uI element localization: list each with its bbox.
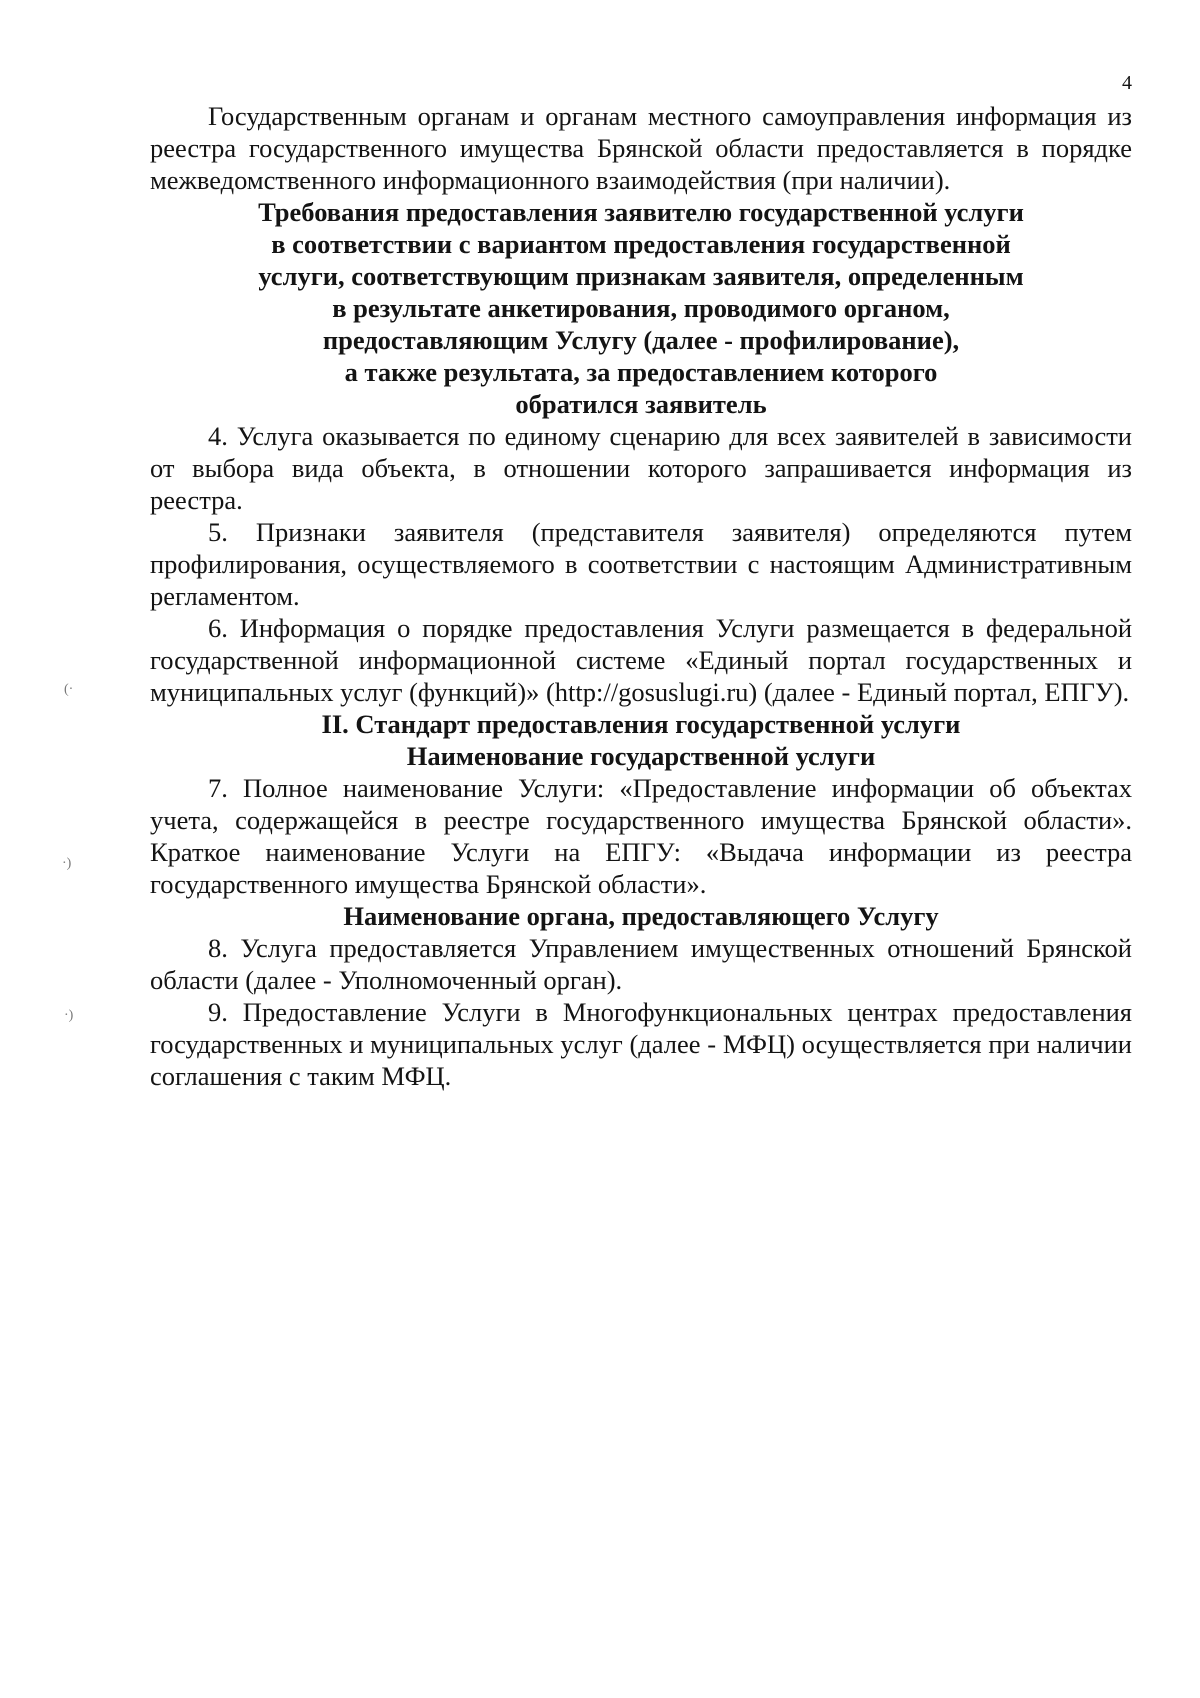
paragraph-9: 9. Предоставление Услуги в Многофункциональных центрах предоставления государственных и муниципальных услуг (далее - МФЦ) осуществляется при наличии соглашения с таким МФЦ. <box>150 997 1132 1091</box>
margin-scan-mark: (· <box>64 682 74 697</box>
heading-line: в соответствии с вариантом предоставления государственной <box>271 229 1011 259</box>
section-heading: II. Стандарт предоставления государственной услуги <box>321 709 961 739</box>
margin-scan-mark: ·) <box>62 856 72 871</box>
heading-line: обратился заявитель <box>515 389 767 419</box>
document-body <box>150 100 1132 1092</box>
paragraph-5: 5. Признаки заявителя (представителя заявителя) определяются путем профилирования, осуществляемого в соответствии с настоящим Административным регламентом. <box>150 517 1132 611</box>
heading-line: в результате анкетирования, проводимого органом, <box>332 293 950 323</box>
heading-line: а также результата, за предоставлением которого <box>344 357 938 387</box>
service-name-heading: Наименование государственной услуги <box>406 741 876 771</box>
paragraph-6: 6. Информация о порядке предоставления Услуги размещается в федеральной государственной информационной системе «Единый портал государственных и муниципальных услуг (функций)» (http://gosuslugi.ru) (далее - Единый портал, ЕПГУ). <box>150 613 1132 707</box>
paragraph-8: 8. Услуга предоставляется Управлением имущественных отношений Брянской области (далее - Уполномоченный орган). <box>150 933 1132 995</box>
heading-line: Требования предоставления заявителю государственной услуги <box>258 197 1024 227</box>
margin-scan-mark: ·) <box>64 1008 74 1023</box>
paragraph-4: 4. Услуга оказывается по единому сценарию для всех заявителей в зависимости от выбора вида объекта, в отношении которого запрашивается информация из реестра. <box>150 421 1132 515</box>
requirements-heading <box>150 196 1132 420</box>
paragraph-7: 7. Полное наименование Услуги: «Предоставление информации об объектах учета, содержащейся в реестре государственного имущества Брянской области». Краткое наименование Услуги на ЕПГУ: «Выдача информации из реестра государственного имущества Брянской области». <box>150 773 1132 899</box>
intro-paragraph: Государственным органам и органам местного самоуправления информация из реестра государственного имущества Брянской области предоставляется в порядке межведомственного информационного взаимодействия (при наличии). <box>150 101 1132 195</box>
heading-line: предоставляющим Услугу (далее - профилирование), <box>322 325 960 355</box>
page-number: 4 <box>1122 72 1132 94</box>
heading-line: услуги, соответствующим признакам заявителя, определенным <box>258 261 1024 291</box>
authority-heading: Наименование органа, предоставляющего Услугу <box>343 901 939 931</box>
